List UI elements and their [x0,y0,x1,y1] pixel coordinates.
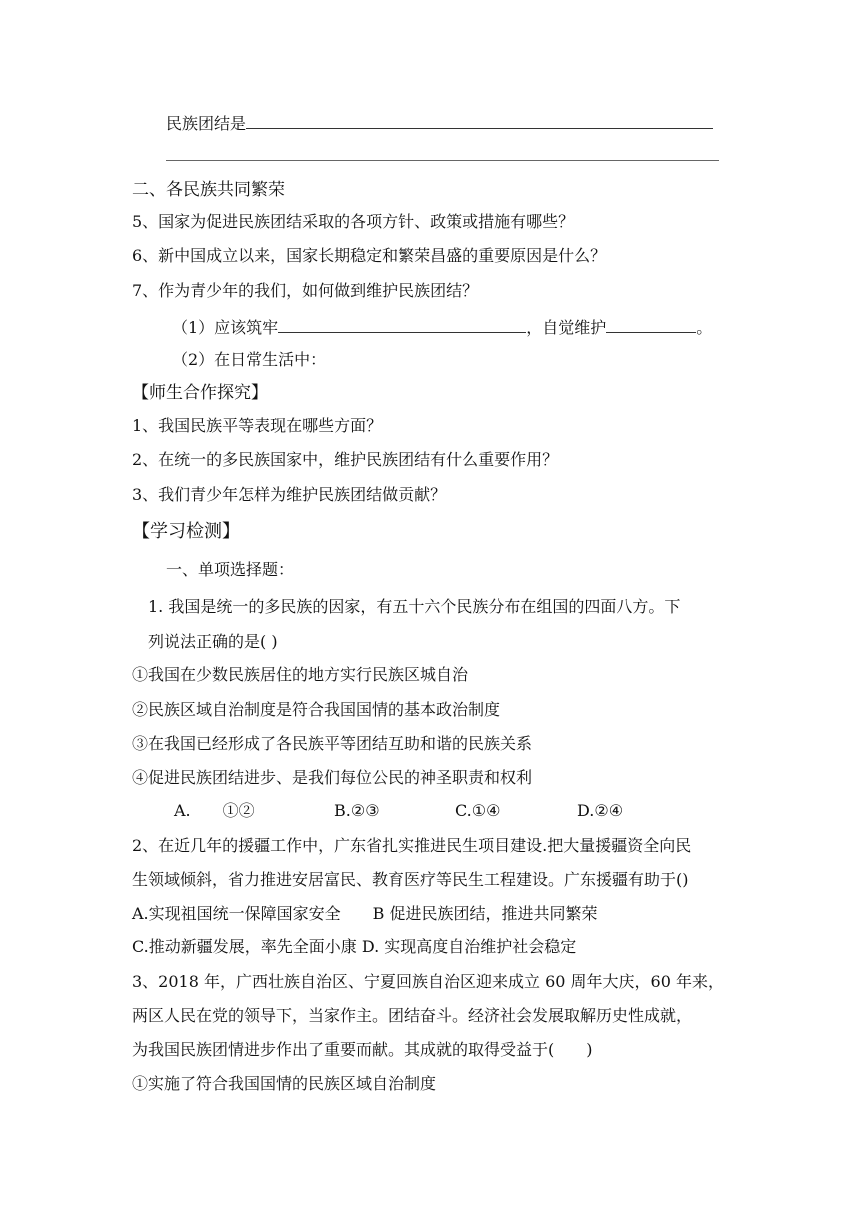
q1-option-a[interactable]: A. ①② [174,801,255,820]
unity-label: 民族团结是 [166,114,247,133]
q7-1-prefix: （1）应该筑牢 [172,318,279,337]
q2-options-row-1[interactable]: A.实现祖国统一保障国家安全 B 促进民族团结，推进共同繁荣 [132,904,598,923]
question-7: 7、作为青少年的我们，如何做到维护民族团结？ [132,281,479,300]
q1-line-2: 列说法正确的是( ) [148,632,278,651]
cooperation-item-3: 3、我们青少年怎样为维护民族团结做贡献？ [132,485,447,504]
test-subheading: 一、单项选择题： [166,560,295,579]
test-heading: 【学习检测】 [132,521,240,542]
unity-answer-blank-line-2[interactable] [166,160,719,161]
q1-statement-4: ④促进民族团结进步、是我们每位公民的神圣职责和权利 [132,768,533,787]
q3-line-2: 两区人民在党的领导下，当家作主。团结奋斗。经济社会发展取解历史性成就， [132,1006,693,1025]
question-7-part-2: （2）在日常生活中： [172,350,327,369]
q7-1-mid: ，自觉维护 [526,318,607,337]
q1-option-d[interactable]: D.②④ [577,801,624,820]
cooperation-item-1: 1、我国民族平等表现在哪些方面？ [132,416,383,435]
q1-option-b[interactable]: B.②③ [334,801,380,820]
q1-statement-3: ③在我国已经形成了各民族平等团结互助和谐的民族关系 [132,734,533,753]
question-5: 5、国家为促进民族团结采取的各项方针、政策或措施有哪些？ [132,212,575,231]
cooperation-heading: 【师生合作探究】 [132,383,268,403]
q1-statement-2: ②民族区域自治制度是符合我国国情的基本政治制度 [132,700,501,719]
q1-line-1: 1. 我国是统一的多民族的因家，有五十六个民族分布在组国的四面八方。下 [148,597,681,616]
q2-line-2: 生领域倾斜，省力推进安居富民、教育医疗等民生工程建设。广东援疆有助于() [132,870,689,889]
unity-answer-blank[interactable] [246,112,713,129]
question-6: 6、新中国成立以来，国家长期稳定和繁荣昌盛的重要原因是什么？ [132,246,607,265]
question-7-part-1 [172,316,712,338]
section2-heading: 二、各民族共同繁荣 [132,180,285,200]
q3-line-3: 为我国民族团情进步作出了重要而献。其成就的取得受益于( ) [132,1040,593,1059]
q1-option-c[interactable]: C.①④ [455,801,501,820]
q1-statement-1: ①我国在少数民族居住的地方实行民族区城自治 [132,665,469,684]
q3-line-1: 3、2018 年，广西壮族自治区、宁夏回族自治区迎来成立 60 周年大庆，60 年来， [132,972,724,991]
cooperation-item-2: 2、在统一的多民族国家中，维护民族团结有什么重要作用？ [132,450,559,469]
q7-1-blank-2[interactable] [606,316,696,333]
q3-statement-1: ①实施了符合我国国情的民族区域自治制度 [132,1074,437,1093]
q2-line-1: 2、在近几年的援疆工作中，广东省扎实推进民生项目建设.把大量援疆资全向民 [132,836,692,855]
q7-1-suffix: 。 [696,318,713,337]
q2-options-row-2[interactable]: C.推动新疆发展，率先全面小康 D. 实现高度自治维护社会稳定 [132,937,577,956]
unity-fill-line [166,112,713,134]
q7-1-blank-1[interactable] [278,316,526,333]
